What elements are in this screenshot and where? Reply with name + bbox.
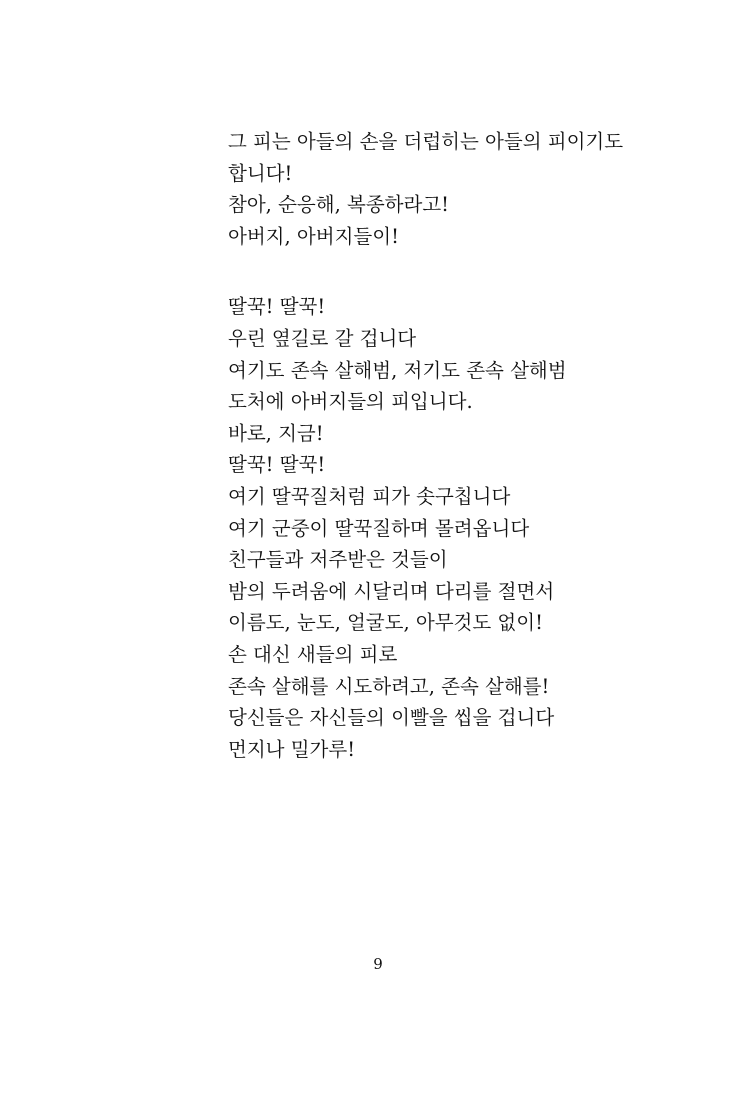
poem-line: 참아, 순응해, 복종하라고! bbox=[228, 193, 450, 217]
poem-line: 여기 딸꾹질처럼 피가 솟구칩니다 bbox=[228, 484, 511, 508]
poem-line: 밤의 두려움에 시달리며 다리를 절면서 bbox=[228, 579, 555, 603]
poem-line: 아버지, 아버지들이! bbox=[228, 224, 399, 248]
poem-line: 도처에 아버지들의 피입니다. bbox=[228, 390, 473, 414]
poem-line: 그 피는 아들의 손을 더럽히는 아들의 피이기도 bbox=[228, 130, 624, 153]
poem-line: 이름도, 눈도, 얼굴도, 아무것도 없이! bbox=[228, 611, 543, 635]
poem-line: 여기 군중이 딸꾹질하며 몰려옵니다 bbox=[228, 516, 530, 540]
poem-body bbox=[228, 126, 708, 765]
poem-line: 존속 살해를 시도하려고, 존속 살해를! bbox=[228, 674, 550, 698]
poem-line: 당신들은 자신들의 이빨을 씹을 겁니다 bbox=[228, 706, 555, 730]
poem-line: 여기도 존속 살해범, 저기도 존속 살해범 bbox=[228, 358, 567, 382]
poem-line: 우린 옆길로 갈 겁니다 bbox=[228, 326, 417, 350]
poem-line: 딸꾹! 딸꾹! bbox=[228, 453, 326, 477]
stanza-1 bbox=[228, 126, 708, 252]
page-number: 9 bbox=[373, 955, 383, 973]
poem-line: 먼지나 밀가루! bbox=[228, 737, 356, 761]
stanza-2 bbox=[228, 291, 708, 765]
poem-line: 손 대신 새들의 피로 bbox=[228, 642, 398, 666]
poem-line: 바로, 지금! bbox=[228, 421, 324, 445]
poem-line: 친구들과 저주받은 것들이 bbox=[228, 548, 448, 572]
poem-line: 딸꾹! 딸꾹! bbox=[228, 295, 326, 319]
poem-line: 합니다! bbox=[228, 161, 293, 185]
